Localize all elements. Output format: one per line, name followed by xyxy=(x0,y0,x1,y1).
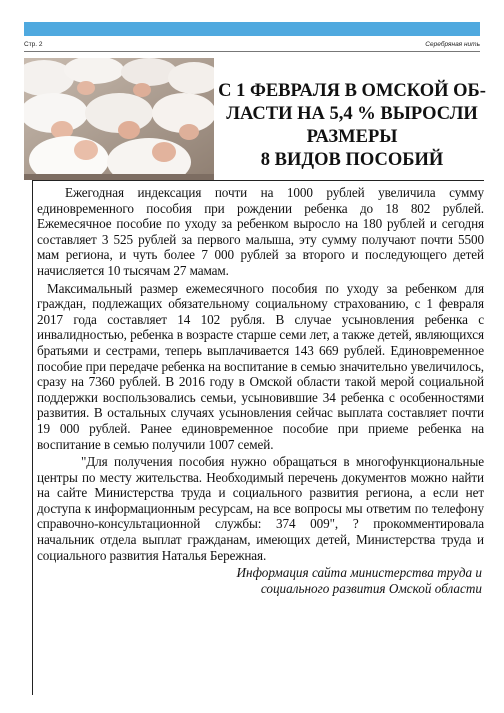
newborns-photo-graphic xyxy=(24,58,214,180)
headline-line-1: С 1 ФЕВРАЛЯ В ОМСКОЙ ОБ- xyxy=(218,81,486,101)
newborns-photo xyxy=(24,58,214,180)
article-source xyxy=(37,565,484,596)
article-body xyxy=(32,180,484,695)
headline-line-2: ЛАСТИ НА 5,4 % ВЫРОСЛИ xyxy=(226,104,478,124)
header-divider xyxy=(24,51,480,52)
top-color-bar xyxy=(24,22,480,36)
article-paragraph-1: Ежегодная индексация почти на 1000 рублей увеличила сумму единовременного пособия при рождении ребенка до 18 802 рублей. Ежемесячное пособие по уходу за ребенком выросло на 180 рублей и сегодня составляет 3 525 рублей за первого малыша, эту сумму получают почти 5500 мам региона, и чуть более 7 000 рублей за второго и последующего детей начисляется 10 тысячам 27 мамам. xyxy=(37,185,484,278)
article-headline xyxy=(218,80,486,172)
article-paragraph-2: Максимальный размер ежемесячного пособия по уходу за ребенком для граждан, подлежащих обязательному социальному страхованию, с 1 февраля 2017 года составляет 14 102 рубля. В случае усыновления ребенка с инвалидностью, ребенка в возрасте старше семи лет, а также детей, являющихся братьями и сестрами, теперь выплачивается 143 669 рублей. Единовременное пособие при передаче ребенка на воспитание в семью значительно увеличилось, сразу на 7360 рублей. В 2016 году в Омской области такой мерой социальной поддержки воспользовались семьи, усыновившие 34 ребенка с особенностями развития. В остальных случаях усыновления сейчас выплата составляет почти 19 000 рублей. Ранее единовременное пособие при приеме ребенка на воспитание в семью получили 1007 семей. xyxy=(37,280,484,452)
headline-line-4: 8 ВИДОВ ПОСОБИЙ xyxy=(260,150,444,170)
headline-line-3: РАЗМЕРЫ xyxy=(306,127,398,147)
source-line-2: социального развития Омской области xyxy=(260,580,482,596)
article-paragraph-3: "Для получения пособия нужно обращаться в многофункциональные центры по месту жительства. Необходимый перечень документов можно найти на сайте Министерства труда и социального развития региона, а если нет доступа к информационным ресурсам, на все вопросы мы ответим по телефону справочно-консультационной службы: 374 009", ? прокомментировала начальник отдела выплат гражданам, имеющих детей, Министерства труда и социального развития Наталья Бережная. xyxy=(37,454,484,563)
source-line-1: Информация сайта министерства труда и xyxy=(236,565,482,581)
newspaper-name: Серебряная нить xyxy=(425,41,480,48)
page-number: Стр. 2 xyxy=(24,41,43,48)
